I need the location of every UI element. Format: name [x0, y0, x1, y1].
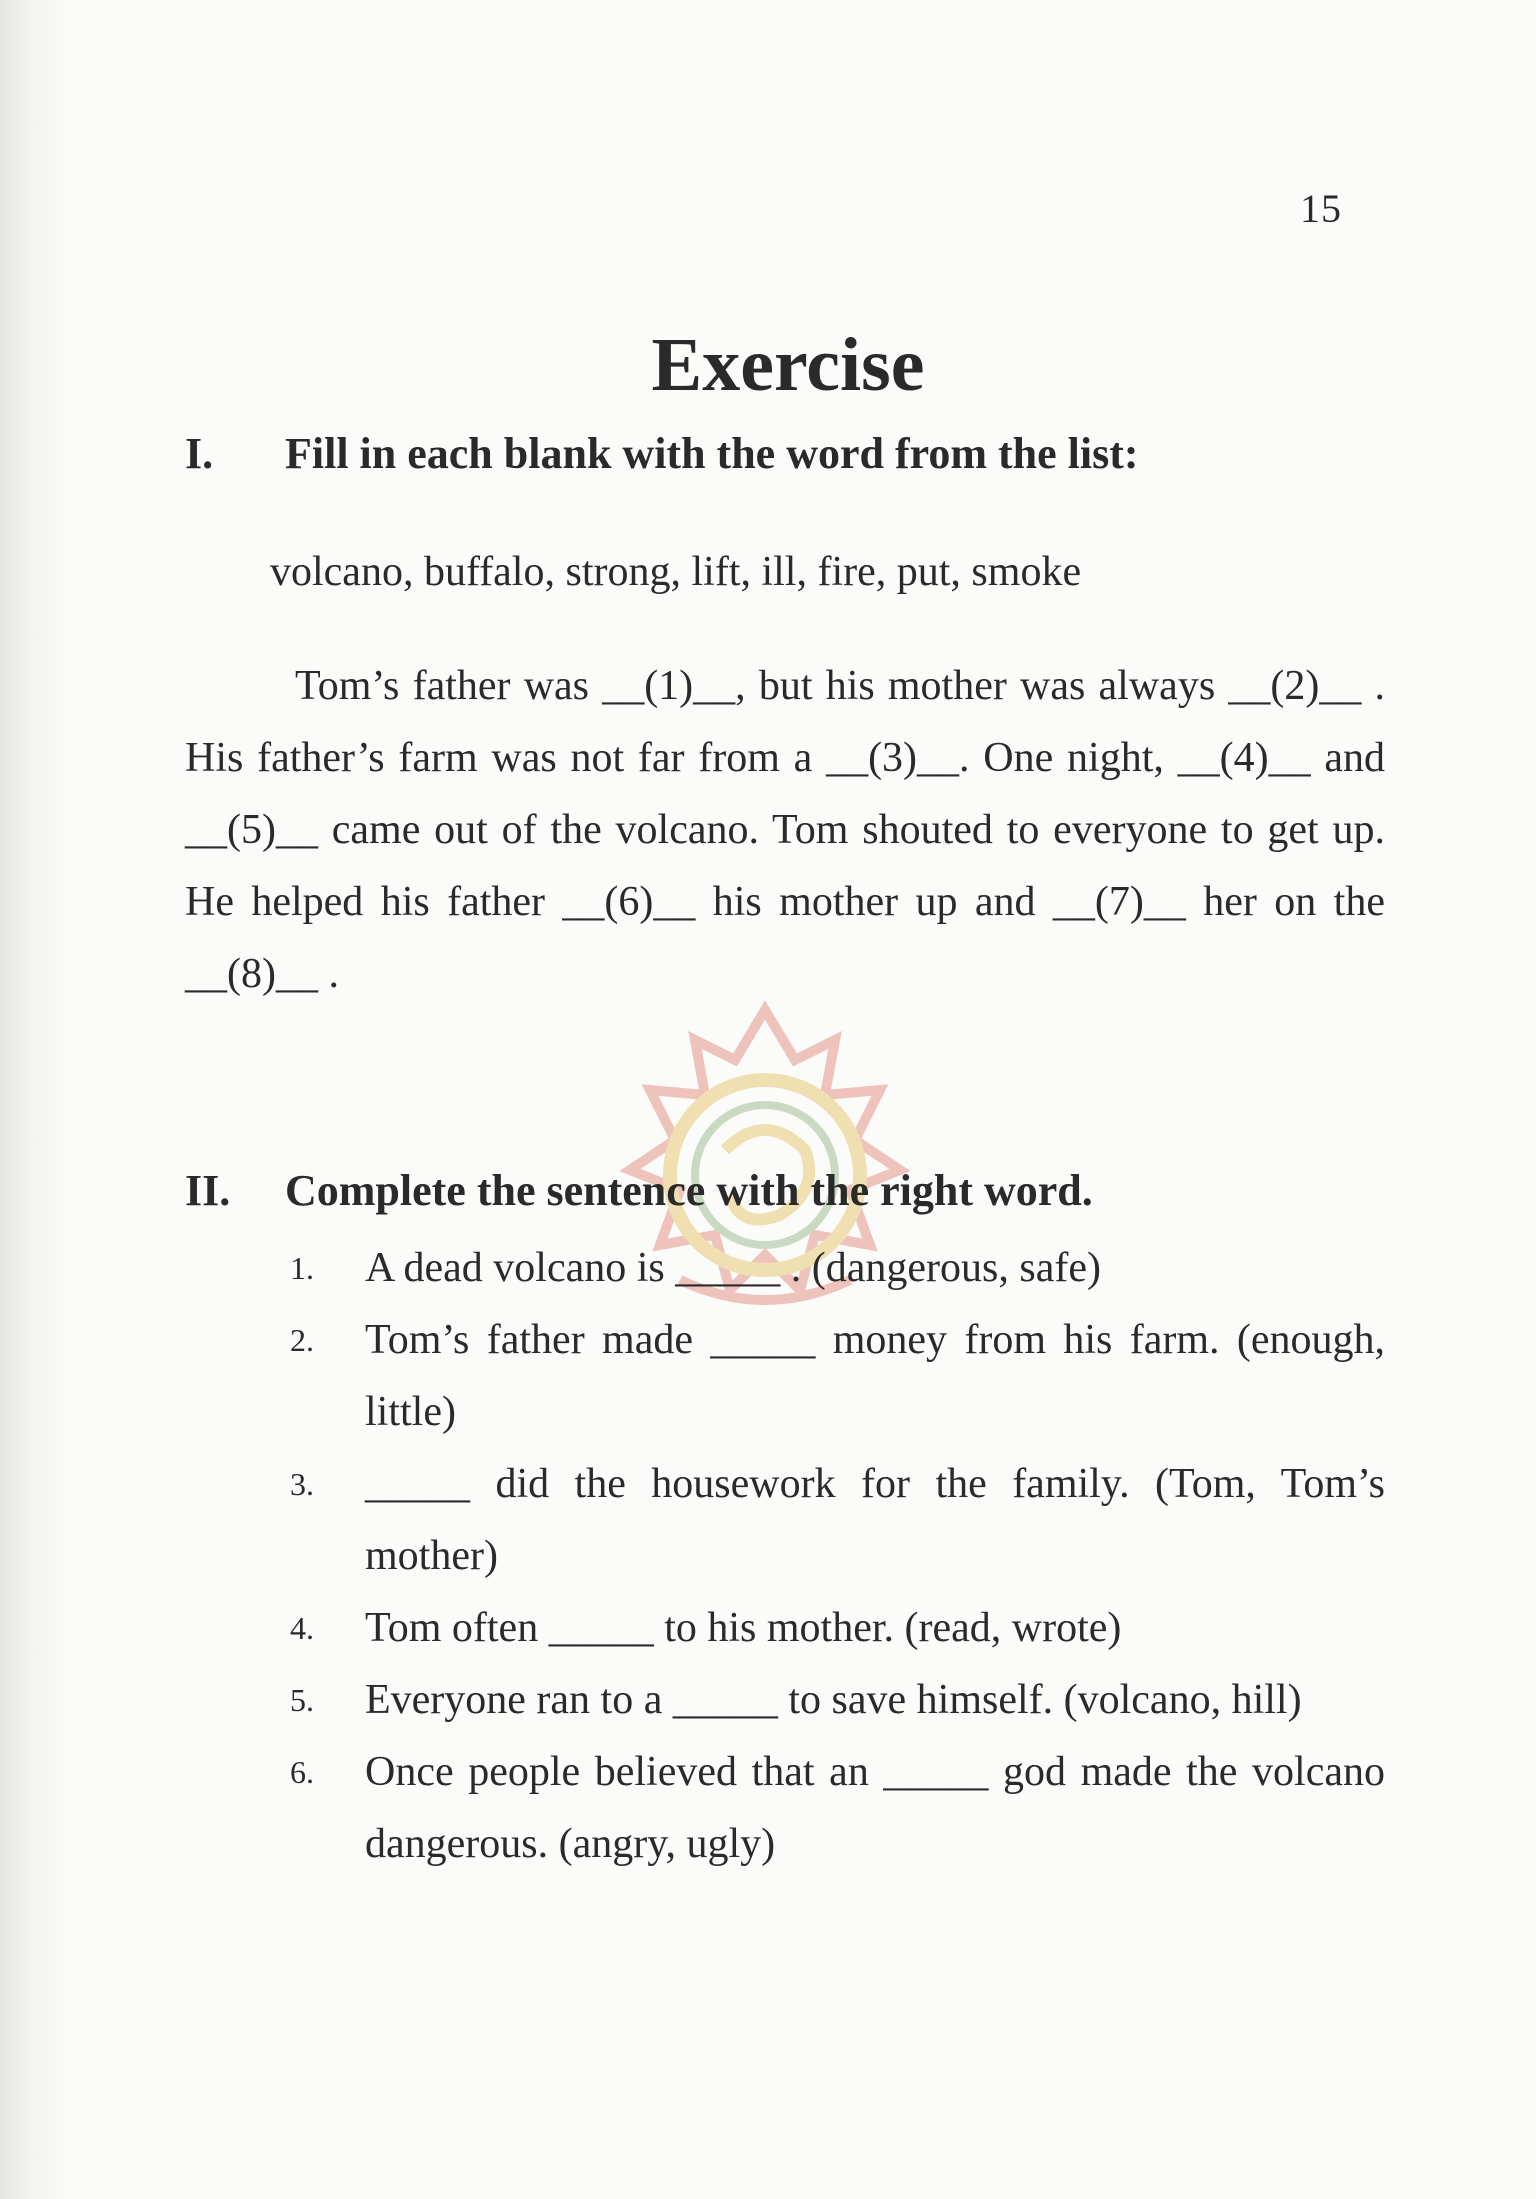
question-text: _____ did the housework for the family. (Tom, Tom’s mother) [365, 1461, 1385, 1579]
question-text: Once people believed that an _____ god made the volcano dangerous. (angry, ugly) [365, 1749, 1385, 1867]
question-text: Tom’s father made _____ money from his farm. (enough, little) [365, 1317, 1385, 1435]
question-text: Tom often _____ to his mother. (read, wrote) [365, 1605, 1122, 1651]
question-number: 5. [290, 1682, 314, 1718]
section-2-instruction: Complete the sentence with the right word. [285, 1166, 1093, 1215]
question-item [290, 1304, 1385, 1448]
section-1-instruction: Fill in each blank with the word from the list: [285, 429, 1139, 478]
exercise-passage: Tom’s father was __(1)__, but his mother was always __(2)__ . His father’s farm was not far from a __(3)__. One night, __(4)__ and __(5)__ came out of the volcano. Tom shouted to everyone to get up. He helped his father __(6)__ his mother up and __(7)__ her on the __(8)__ . [185, 663, 1385, 997]
question-item [290, 1664, 1385, 1736]
section-1-numeral: I. [185, 429, 214, 478]
question-item [290, 1736, 1385, 1880]
section-2-numeral: II. [185, 1166, 231, 1215]
question-item [290, 1232, 1385, 1304]
question-list [290, 1232, 1385, 1880]
question-item [290, 1592, 1385, 1664]
section-2-heading [185, 1165, 1093, 1216]
question-number: 6. [290, 1754, 314, 1790]
question-item [290, 1448, 1385, 1592]
question-number: 2. [290, 1322, 314, 1358]
question-number: 1. [290, 1250, 314, 1286]
page-title: Exercise [651, 323, 925, 407]
question-text: Everyone ran to a _____ to save himself. (volcano, hill) [365, 1677, 1302, 1723]
word-list: volcano, buffalo, strong, lift, ill, fire, put, smoke [270, 549, 1082, 595]
section-1-heading [185, 428, 1139, 479]
page-number: 15 [1300, 186, 1342, 231]
question-number: 3. [290, 1466, 314, 1502]
question-number: 4. [290, 1610, 314, 1646]
question-text: A dead volcano is _____ . (dangerous, safe) [365, 1245, 1101, 1291]
